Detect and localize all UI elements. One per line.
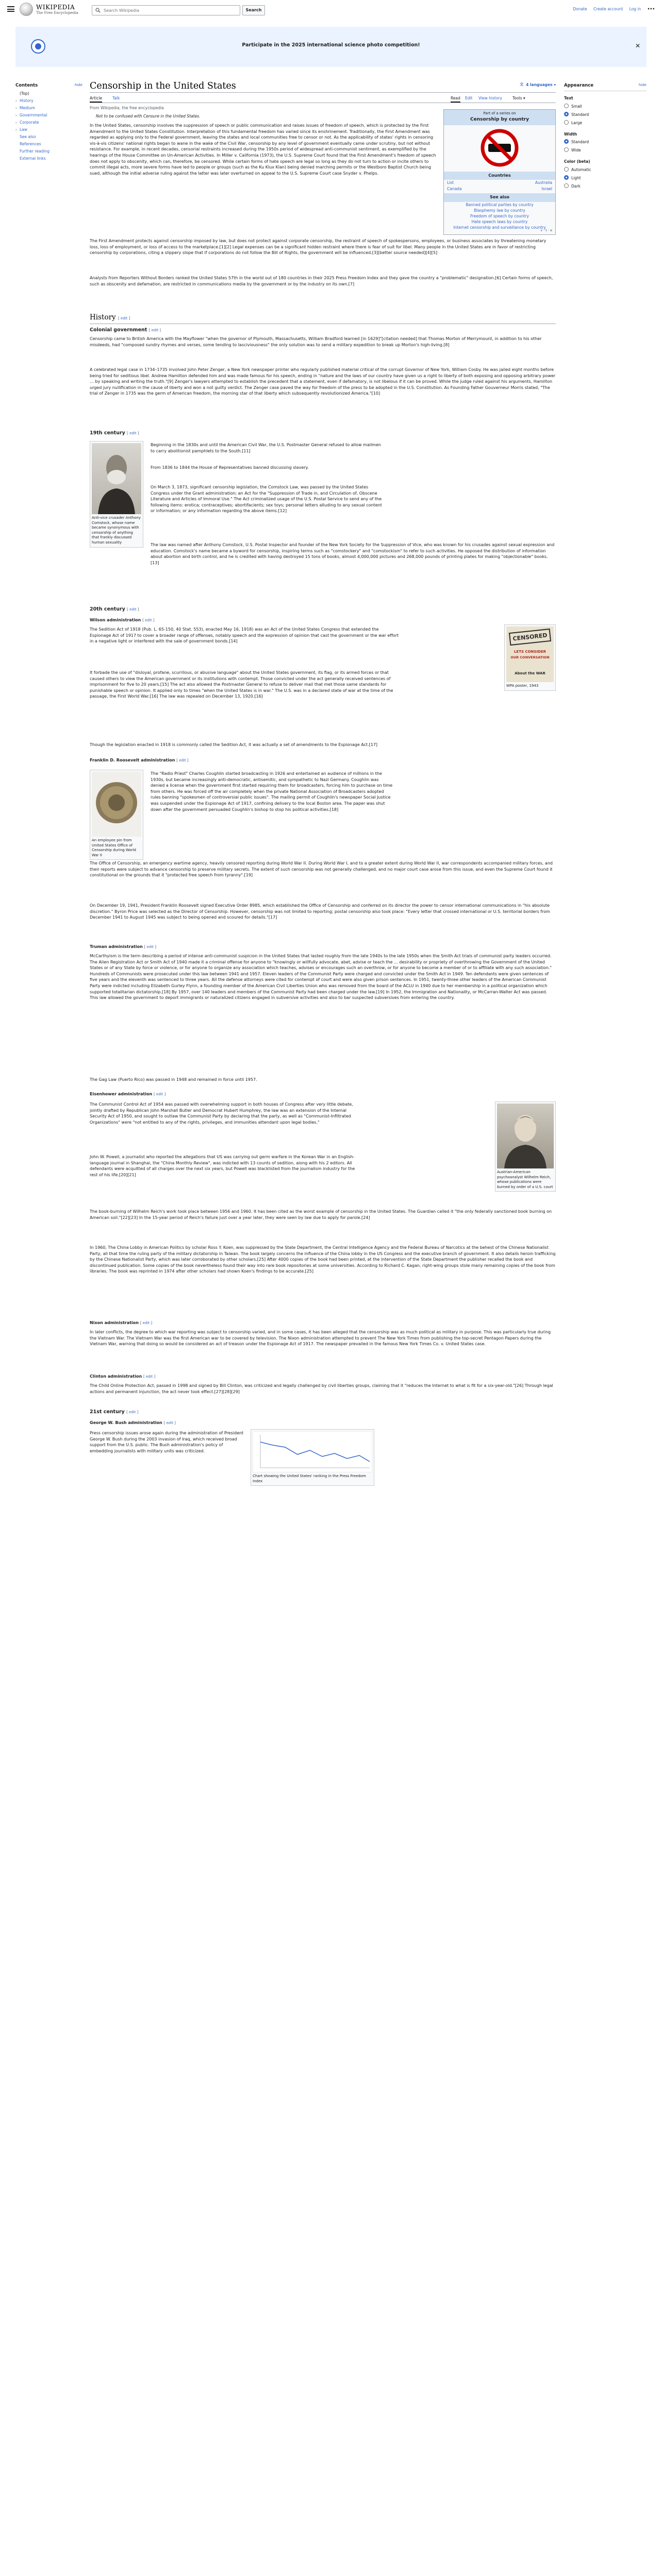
toc-item-references[interactable] (15, 141, 82, 148)
toc-item-further-reading[interactable] (15, 148, 82, 155)
subheading-fdr (90, 757, 189, 764)
paragraph: John W. Powell, a journalist who reported the allegations that US was carrying out germ warfare in the Korean War in an English-language journal in Shanghai, the "China Monthly Review", was indicted with 13 counts of sedition, along with his 2 editors. All defendants were acquitted of all charges over the next six years, but Powell was blacklisted from the journalism industry for the rest of his life.[20][21] (90, 1155, 355, 1177)
option-label: Automatic (571, 167, 591, 173)
infobox-see-also-link[interactable]: Blasphemy law by country (474, 208, 525, 213)
edit-link-label: edit (145, 618, 152, 622)
tab-view-history[interactable]: View history (478, 96, 502, 100)
edit-link-label: edit (142, 1321, 150, 1325)
edit-link-label: edit (166, 1421, 173, 1425)
languages-button[interactable]: 文 4 languages ▾ (520, 82, 556, 87)
navbox-vte-links[interactable]: v · t · e (540, 228, 552, 232)
table-of-contents (15, 82, 82, 162)
figure-reich (495, 1101, 556, 1192)
option-label: Dark (571, 184, 581, 189)
subheading-21st-century (90, 1409, 138, 1416)
edit-link-label: edit (129, 431, 137, 435)
toc-item-label: History (20, 98, 34, 104)
edit-link-label: edit (156, 1092, 163, 1096)
infobox-see-also-link[interactable]: Freedom of speech by country (470, 213, 529, 218)
figure-censorship-pin (90, 770, 143, 860)
toc-item-label: See also (20, 134, 36, 140)
close-icon[interactable]: ✕ (635, 42, 640, 49)
svg-text:文: 文 (520, 82, 524, 87)
text-size-small[interactable] (564, 103, 647, 111)
page-title: Censorship in the United States (90, 81, 236, 91)
toc-item-label: Law (20, 127, 27, 132)
toc-hide-button[interactable]: hide (74, 83, 82, 87)
more-options-icon[interactable]: ••• (647, 7, 655, 11)
appearance-panel (564, 82, 647, 191)
tools-label: Tools (512, 96, 522, 100)
subheading-clinton (90, 1374, 155, 1380)
paragraph: McCarthyism is the term describing a period of intense anti-communist suspicion in the United States that lasted roughly from the late 1940s to the late 1950s when the Smith Act trials of communist party leaders occurred. The Alien Registration Act or Smith Act of 1940 made it a criminal offense for anyone to "knowingly or willfully advocate, abet, advise or teach the ... desirability or propriety of overthrowing the Government of the United States or of any State by force or violence, or for anyone to organize any association which teaches, advises or encourages such an overthrow, or for anyone to become a member of or to affiliate with any such association." Hundreds of Communists were prosecuted under this law between 1941 and 1957. Eleven leaders of the Communist Party were charged and convicted under the Smith Act in 1949. Ten defendants were given sentences of five years and the eleventh was sentenced to three years. All the defense attorneys were cited for contempt of court and were also given prison sentences. In 1951, twenty-three other leaders of the American Communist Party were indicted including Elizabeth Gurley Flynn, a founding member of the American Civil Liberties Union who was removed from the board of the ACLU in 1940 due to her membership in a political organization which supported totalitarian dictatorship.[18] By 1957, over 140 leaders and members of the Communist Party had been charged under the law.[19] In 1952, the Immigration and Nationality, or McCarran-Walter Act was passed. This law allowed the government to deport immigrants or naturalized citizens engaged in subversive activities and also to bar suspected subversives from entering the country. (90, 954, 552, 1001)
edit-section-link[interactable]: [ edit ] (148, 328, 161, 332)
infobox-link[interactable]: Israel (541, 187, 552, 192)
heading-text: Franklin D. Roosevelt administration (90, 758, 175, 762)
heading-text: Eisenhower administration (90, 1092, 153, 1096)
toc-item-history[interactable] (15, 97, 82, 105)
heading-text: George W. Bush administration (90, 1420, 162, 1425)
toc-item-see-also[interactable] (15, 133, 82, 141)
paragraph: The law was named after Anthony Comstock, U.S. Postal Inspector and founder of the New York Society for the Suppression of Vice, who was known for his crusades against sexual expression and education. Comstock's name became a byword for censorship, inspiring terms such as "comstockery" and "comstockism" to refer to such activities. He opposed the distribution of information about abortion and birth control, and he is credited with having destroyed 15 tons of books, almost 4,000,000 pictures and 268,000 pounds of printing plates for making "objectionable" books.[13] (151, 543, 555, 565)
edit-section-link[interactable]: [ edit ] (143, 1375, 156, 1379)
wordmark-title: WIKIPEDIA (36, 4, 75, 11)
wordmark-tagline: The Free Encyclopedia (36, 11, 78, 15)
text-size-standard[interactable] (564, 111, 647, 119)
banner-link[interactable]: Participate in the 2025 international science photo competition! (242, 42, 420, 48)
infobox-see-also-link[interactable]: Hate speech laws by country (471, 219, 528, 224)
figure-caption: Austrian-American psychoanalyst Wilhelm Reich, whose publications were burned by order of a U.S. court (497, 1170, 553, 1189)
paragraph: The "Radio Priest" Charles Coughlin started broadcasting in 1926 and entertained an audience of millions in the 1930s, but became increasingly anti-democratic, antisemitic, and sympathetic to Nazi Germany. Coughlin was denied a license when the government first started requiring them for broadcasters, forcing him to purchase on time from others. He was forced off the air completely when the private National Association of Broadcasters adopted rules banning "spokesmen of controversial public issues". The mailing permit of Coughlin's newspaper Social Justice was suspended under the Espionage Act of 1917, confining delivery to the local Boston area. The paper was shut down after the government persuaded Coughlin's bishop to stop his political activities.[18] (151, 771, 393, 812)
radio-icon[interactable] (564, 183, 569, 188)
color-dark[interactable] (564, 182, 647, 191)
edit-link-label: edit (120, 316, 128, 320)
intro-paragraph: In the United States, censorship involves the suppression of speech or public communication and raises issues of freedom of speech, which is protected by the First Amendment to the United States Constitution. Interpretation of this fundamental freedom has varied since its enshrinement. Traditionally, the First Amendment was regarded as applying only to the Federal government, leaving the states and local communities free to censor or not. As the applicability of states' rights in censoring vis-à-vis citizens' national rights began to wane in the wake of the Civil War, censorship by any level of government eventually came under scrutiny, but not without resistance. For example, in recent decades, censorial restraints increased during the 1950s period of widespread anti-communist sentiment, as exemplified by the hearings of the House Committee on Un-American Activities. In Miller v. California (1973), the U.S. Supreme Court found that the First Amendment's freedom of speech does not apply to obscenity, which can, therefore, be censored. While certain forms of hate speech are legal so long as they do not turn to action or incite others to commit illegal acts, more severe forms have led to people or groups (such as the Ku Klux Klan) being denied marching permits or the Westboro Baptist Church being sued, although the initial adverse ruling against the latter was later overturned on appeal to the U.S. Supreme Court case Snyder v. Phelps. (90, 123, 436, 176)
toc-item-governmental[interactable] (15, 112, 82, 119)
chevron-right-icon[interactable]: › (15, 128, 17, 132)
heading-text: Truman administration (90, 944, 143, 949)
heading-text: Nixon administration (90, 1320, 139, 1325)
option-label: Standard (571, 140, 589, 145)
edit-section-link[interactable]: [ edit ] (163, 1421, 176, 1425)
toc-item-label: External links (20, 156, 46, 161)
hatnote: Not to be confused with Censure in the United States. (96, 113, 201, 118)
appearance-title: Appearance (564, 82, 647, 91)
width-label: Width (564, 131, 577, 137)
subheading-nixon (90, 1320, 152, 1326)
tab-edit[interactable]: Edit (465, 96, 473, 100)
paragraph: The Sedition Act of 1918 (Pub. L. 65-150, 40 Stat. 553), enacted May 16, 1918) was an Act of the United States Congress that extended the Espionage Act of 1917 to cover a broader range of offenses, notably speech and the expression of opinion that cast the government or the war effort in a negative light or interfered with the sale of government bonds.[14] (90, 627, 399, 644)
heading-text: Colonial government (90, 327, 147, 333)
site-header (0, 0, 662, 20)
subheading-20th-century (90, 606, 139, 614)
portrait-image (497, 1104, 554, 1168)
radio-icon[interactable] (564, 147, 569, 152)
figure-caption: WPA poster, 1943 (506, 684, 539, 688)
infobox-link[interactable]: List (447, 180, 454, 185)
infobox-see-also-link[interactable]: Internet censorship and surveillance by country (453, 225, 546, 230)
edit-section-link[interactable]: [ edit ] (176, 758, 189, 762)
paragraph: In later conflicts, the degree to which war reporting was subject to censorship varied, and in some cases, it has been alleged that the censorship was as much political as military in purpose. This was particularly true during the Vietnam War. The Vietnam War was the first American war to be covered by television. The Nixon administration attempted to prevent The New York Times from publishing the top-secret Pentagon Papers during the Vietnam War, warning that doing so would be considered an act of treason under the Espionage Act of 1917. The newspaper prevailed in the famous New York Times Co. v. United States case. (90, 1330, 551, 1347)
poster-line: LETS CONSIDER (514, 650, 547, 654)
figure-press-freedom-chart (251, 1429, 374, 1486)
page-tabs (90, 95, 556, 103)
chevron-right-icon[interactable]: › (15, 106, 17, 111)
edit-section-link[interactable]: [ edit ] (127, 431, 139, 435)
portrait-image (92, 443, 141, 514)
paragraph: On December 19, 1941, President Franklin Roosevelt signed Executive Order 8985, which established the Office of Censorship and conferred on its director the power to censor international communications in "his absolute discretion." Byron Price was selected as the Director of Censorship. However, censorship was not limited to reporting; postal censorship also took place: "Every letter that crossed international or U.S. territorial borders from December 1941 to August 1945 was subject to being opened and scoured for details."[17] (90, 903, 550, 920)
subheading-wilson (90, 617, 155, 623)
edit-section-link[interactable]: [ edit ] (142, 618, 155, 622)
appearance-hide-button[interactable]: hide (638, 83, 647, 87)
badge-icon (92, 772, 141, 837)
paragraph: The Office of Censorship, an emergency wartime agency, heavily censored reporting during World War II. During World War I, and to a greater extent during World War II, war correspondents accompanied military forces, and their reports were subject to advance censorship to preserve military secrets. The extent of such censorship was not generally challenged, and no major court case arose from this issue, and even the Supreme Court found it constitutional on the grounds that it "protected free speech from tyranny".[19] (90, 861, 553, 878)
infobox-link[interactable]: Australia (535, 180, 552, 185)
heading-text: 21st century (90, 1409, 125, 1415)
no-speaking-symbol-icon (444, 125, 555, 171)
paragraph: Though the legislation enacted in 1918 is commonly called the Sedition Act, it was actually a set of amendments to the Espionage Act.[17] (90, 742, 378, 747)
see-also-header: See also (444, 193, 555, 201)
article-main (90, 77, 556, 1483)
poster-line: About the WAR (515, 671, 545, 675)
main-menu-icon[interactable] (7, 6, 14, 12)
subheading-colonial (90, 327, 161, 334)
paragraph: The book-burning of Wilhelm Reich's work took place between 1956 and 1960. It has been cited as the worst example of censorship in the United States. The Guardian called it "the only federally sanctioned book burning on American soil."[22][23] In the 15-year period of Reich's failure just over a year later, they were seen by law due to apply for parole.[24] (90, 1209, 552, 1220)
wikipedia-globe-logo[interactable] (20, 3, 33, 16)
width-standard[interactable] (564, 138, 647, 146)
line-chart-icon (253, 1432, 372, 1472)
figure-caption: Chart showing the United States' ranking in the Press Freedom Index (253, 1474, 366, 1483)
figure-caption: Anti-vice crusader Anthony Comstock, whose name became synonymous with censorship of anything that frankly discussed human sexuality (92, 516, 141, 545)
subheading-eisenhower (90, 1091, 166, 1097)
width-wide[interactable] (564, 146, 647, 155)
tab-talk[interactable]: Talk (112, 96, 120, 100)
heading-text: 20th century (90, 606, 125, 612)
radio-selected-icon[interactable] (564, 175, 569, 180)
toc-item-label: Further reading (20, 149, 50, 154)
search-input[interactable] (103, 7, 237, 14)
figure-wpa-poster (504, 624, 556, 691)
toc-item-label: Medium (20, 106, 35, 111)
toc-item-label: References (20, 142, 41, 147)
edit-link-label: edit (129, 607, 137, 612)
paragraph: Beginning in the 1830s and until the American Civil War, the U.S. Postmaster General refused to allow mailmen to carry abolitionist pamphlets to the South.[11] (151, 443, 381, 453)
section-heading-history (90, 312, 556, 324)
search-button[interactable]: Search (242, 5, 265, 15)
search-box (92, 5, 240, 15)
infobox-title (444, 110, 555, 116)
figure-comstock (90, 441, 143, 548)
tab-article[interactable]: Article (90, 95, 102, 103)
heading-text: 19th century (90, 430, 125, 436)
option-label: Light (571, 176, 581, 181)
tab-read[interactable]: Read (451, 95, 460, 103)
create-account-link[interactable]: Create account (593, 7, 623, 11)
intro-paragraph: The First Amendment protects against censorship imposed by law, but does not protect against corporate censorship, the restraint of speech of spokespersons, employees, or business associates by threatening monetary loss, loss of employment, or loss of access to the marketplace.[1][2] Legal expenses can be a significant hidden restraint where there is fear of suit for libel. Many people in the United States are in favor of restricting censorship by corporations, citing a slippery slope that if corporations do not follow the Bill of Rights, the government will be influenced.[3][better source needed][4][5] (90, 239, 547, 256)
toc-item-label: Corporate (20, 120, 39, 125)
text-size-large[interactable] (564, 119, 647, 127)
radio-icon[interactable] (564, 120, 569, 125)
radio-icon[interactable] (564, 167, 569, 172)
option-label: Wide (571, 148, 581, 153)
toc-item-label: Governmental (20, 113, 47, 118)
infobox (443, 109, 556, 235)
poster-stamp: CENSORED (509, 629, 551, 646)
translate-icon (520, 82, 524, 87)
toc-item-law[interactable] (15, 126, 82, 133)
paragraph: The Child Online Protection Act, passed in 1998 and signed by Bill Clinton, was criticized and legally challenged by civil liberties groups, claiming that it "reduces the Internet to what is fit for a six-year-old."[26] Through legal actions and permanent injunction, the act never took effect.[27][28][29] (90, 1383, 553, 1394)
chevron-right-icon[interactable]: › (15, 113, 17, 118)
paragraph: From 1836 to 1844 the House of Representatives banned discussing slavery. (151, 465, 309, 470)
user-links (568, 6, 655, 12)
option-label: Large (571, 120, 583, 125)
toc-item-corporate[interactable] (15, 119, 82, 126)
chevron-right-icon[interactable]: › (15, 99, 17, 104)
radio-selected-icon[interactable] (564, 112, 569, 116)
toc-item-top[interactable] (15, 90, 82, 97)
subheading-19th-century (90, 430, 139, 437)
paragraph: The Communist Control Act of 1954 was passed with overwhelming support in both houses of Congress after very little debate, jointly drafted by Republican John Marshall Butler and Democrat Hubert Humphrey, the law was an extension of the Internal Security Act of 1950, and sought to outlaw the Communist Party by declaring that the party, as well as "Communist-Infiltrated Organizations" were "not entitled to any of the rights, privileges, and immunities attendant upon legal bodies." (90, 1102, 353, 1125)
donate-link[interactable]: Donate (573, 7, 587, 11)
edit-link-label: edit (179, 758, 186, 762)
languages-label: 4 languages (526, 82, 553, 87)
paragraph: A celebrated legal case in 1734–1735 involved John Peter Zenger, a New York newspaper printer who regularly published material critical of the corrupt Governor of New York, William Cosby. He was jailed eight months before being tried for seditious libel. Andrew Hamilton defended him and was made famous for his speech, ending in "nature and the laws of our country have given us a right to liberty of both exposing and opposing arbitrary power … by speaking and writing the truth."[9] Zenger's lawyers attempted to establish the precedent that a statement, even if defamatory, is not libelous if it can be proved. While the judge ruled against his arguments, Hamilton urged jury nullification in the cause of liberty and won a not guilty verdict. The Zenger case paved the way for freedom of the press to be adopted in the U.S. Constitution. As Founding Father Gouverneur Morris stated, "The trial of Zenger in 1735 was the germ of American freedom, the morning star of that liberty which subsequently revolutionized America."[10] (90, 367, 556, 396)
infobox-see-also-link[interactable]: Banned political parties by country (466, 202, 534, 207)
pin-image[interactable] (92, 772, 141, 837)
paragraph: In 1960, The China Lobby in American Politics by scholar Ross Y. Koen, was suppressed by the State Department, the Central Intelligence Agency and the Federal Bureau of Narcotics at the behest of the Chinese Nationalist Party, all that time the ruling party of the military dictatorship in Taiwan. The book largely concerns the influence of the China lobby in the US Congress and the executive branch of government. It also details heroin trafficking by the Chinese Nationalist Party, which was later corroborated by other scholars.[25] After 4000 copies of the book had been printed, at the intervention of the State Department the publisher recalled the book and discontinued publication. Some copies of the book nevertheless found their way into rare book repositories at some universities. According to Richard C. Kagan, right-wing groups stole many remaining copies of the book from libraries. The book was reprinted in 1974 after other scholars had shown Koen's findings to be accurate.[25] (90, 1245, 556, 1274)
heading-text: Clinton administration (90, 1374, 142, 1379)
text-size-label: Text (564, 96, 573, 101)
option-label: Standard (571, 112, 589, 117)
option-label: Small (571, 104, 582, 109)
paragraph: The Gag Law (Puerto Rico) was passed in 1948 and remained in force until 1957. (90, 1077, 257, 1082)
toc-item-label: (Top) (20, 91, 29, 96)
edit-link-label: edit (145, 1375, 153, 1379)
subheading-bush (90, 1420, 176, 1426)
title-row (90, 77, 556, 93)
tab-tools[interactable]: Tools ▾ (512, 96, 525, 100)
chart-image[interactable] (253, 1431, 372, 1472)
heading-text: Wilson administration (90, 618, 141, 622)
login-link[interactable]: Log in (629, 7, 641, 11)
color-light[interactable] (564, 174, 647, 182)
infobox-row (444, 180, 555, 186)
heading-text: History (90, 313, 116, 321)
toc-title: Contents (15, 83, 38, 88)
countries-header: Countries (444, 172, 555, 180)
edit-section-link[interactable]: [ edit ] (140, 1321, 153, 1325)
search-icon (95, 8, 101, 13)
infobox-series-title[interactable]: Censorship by country (444, 116, 555, 125)
color-label: Color (beta) (564, 159, 590, 164)
wpa-poster-image[interactable] (506, 626, 554, 682)
radio-selected-icon[interactable] (564, 139, 569, 144)
figure-caption: An employee pin from United States Office of Censorship during World War II (92, 838, 137, 857)
edit-section-link[interactable]: [ edit ] (118, 316, 130, 320)
site-notice-banner (15, 27, 647, 67)
paragraph: On March 3, 1873, significant censorship legislation, the Comstock Law, was passed by the United States Congress under the Grant administration; an Act for the "Suppression of Trade in, and Circulation of, Obscene Literature and Articles of Immoral Use." The Act criminalized usage of the U.S. Postal Service to send any of the following items: erotica; contraceptives; abortifacients; sex toys; personal letters alluding to any sexual content or information; or any information regarding the above items.[12] (151, 485, 382, 514)
paragraph: Press censorship issues arose again during the administration of President George W. Bush during the 2003 invasion of Iraq, which received broad support from the U.S. public. The Bush administration's policy of embedding journalists with military units was criticized. (90, 1431, 244, 1453)
series-label: Part of a series on (483, 111, 516, 115)
tagline: From Wikipedia, the free encyclopedia (90, 106, 164, 110)
toc-item-medium[interactable] (15, 105, 82, 112)
edit-link-label: edit (129, 1410, 136, 1414)
reich-portrait[interactable] (497, 1104, 554, 1168)
comstock-portrait[interactable] (92, 443, 141, 514)
edit-section-link[interactable]: [ edit ] (126, 1410, 139, 1414)
edit-link-label: edit (146, 945, 154, 949)
poster-line: OUR CONVERSATION (510, 655, 550, 659)
radio-icon[interactable] (564, 104, 569, 108)
edit-section-link[interactable]: [ edit ] (127, 607, 139, 612)
intro-paragraph: Analysts from Reporters Without Borders ranked the United States 57th in the world out of 180 countries in their 2025 Press Freedom Index and they gave the country a "problematic" designation.[6] Certain forms of speech, such as obscenity and defamation, are restricted in communications media by the government or by the industry on its own.[7] (90, 276, 553, 286)
chevron-right-icon[interactable]: › (15, 121, 17, 125)
edit-link-label: edit (151, 328, 159, 332)
censorship-symbol (444, 125, 555, 171)
wordmark[interactable] (36, 4, 78, 15)
edit-section-link[interactable]: [ edit ] (153, 1092, 166, 1096)
subheading-truman (90, 944, 156, 950)
infobox-link[interactable]: Canada (447, 187, 462, 192)
paragraph: It forbade the use of "disloyal, profane, scurrilous, or abusive language" about the United States government, its flag, or its armed forces or that caused others to view the American government or its institutions with contempt. Those convicted under the act generally received sentences of imprisonment for five to 20 years.[15] The act also allowed the Postmaster General to refuse to deliver mail that met those same standards for punishable speech or opinion. It applied only to times "when the United States is in war." The U.S. was in a declared state of war at the time of the passage, the First World War.[16] The law was repealed on December 13, 1920.[16] (90, 670, 393, 699)
color-automatic[interactable] (564, 166, 647, 174)
paragraph: Censorship came to British America with the Mayflower "when the governor of Plymouth, Massachusetts, William Bradford learned [in 1629]"[citation needed] that Thomas Morton of Merrymount, in addition to his other misdeeds, had "composed sundry rhymes and verses, some tending to lasciviousness" the only solution was to send a military expedition to break up Morton's high-living.[8] (90, 336, 542, 347)
toc-item-external-links[interactable] (15, 155, 82, 162)
infobox-row (444, 186, 555, 192)
edit-section-link[interactable]: [ edit ] (144, 945, 156, 949)
